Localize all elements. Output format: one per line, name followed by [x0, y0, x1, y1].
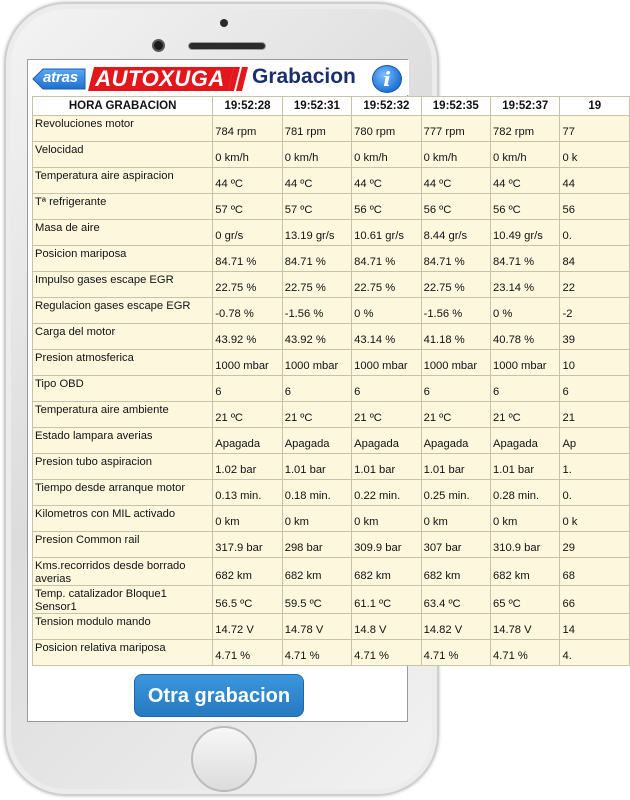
table-cell: 43.92 % — [282, 324, 351, 350]
table-cell: 21 ºC — [352, 402, 421, 428]
page-title: Grabacion — [252, 65, 356, 88]
table-cell: 44 ºC — [421, 168, 490, 194]
parameter-label: Impulso gases escape EGR — [33, 272, 213, 298]
table-cell: 0 km — [282, 506, 351, 532]
table-cell: 6 — [560, 376, 630, 402]
parameter-label: Presion atmosferica — [33, 350, 213, 376]
table-cell: 65 ºC — [491, 586, 560, 614]
table-cell: 682 km — [491, 558, 560, 586]
table-cell: 0 km — [352, 506, 421, 532]
table-cell: 84.71 % — [282, 246, 351, 272]
table-cell: 780 rpm — [352, 116, 421, 142]
table-cell: 4.71 % — [491, 640, 560, 666]
table-cell: 44 ºC — [213, 168, 282, 194]
table-cell: 14.8 V — [352, 614, 421, 640]
table-cell: 84.71 % — [213, 246, 282, 272]
table-cell: 6 — [213, 376, 282, 402]
parameter-label: Temperatura aire ambiente — [33, 402, 213, 428]
table-cell: 84 — [560, 246, 630, 272]
table-cell: 782 rpm — [491, 116, 560, 142]
table-cell: 40.78 % — [491, 324, 560, 350]
table-cell: 6 — [282, 376, 351, 402]
parameter-label: Masa de aire — [33, 220, 213, 246]
parameter-label: Tipo OBD — [33, 376, 213, 402]
table-cell: 1000 mbar — [213, 350, 282, 376]
other-recording-button[interactable]: Otra grabacion — [134, 674, 304, 717]
table-cell: 43.92 % — [213, 324, 282, 350]
table-cell: 0 km — [213, 506, 282, 532]
table-cell: 0 gr/s — [213, 220, 282, 246]
back-button[interactable] — [33, 68, 85, 90]
parameter-label: Tension modulo mando — [33, 614, 213, 640]
table-cell: 22.75 % — [282, 272, 351, 298]
table-cell: 44 ºC — [352, 168, 421, 194]
table-cell: 10.61 gr/s — [352, 220, 421, 246]
table-cell: 56 — [560, 194, 630, 220]
table-row — [33, 532, 630, 558]
table-cell: 0 % — [491, 298, 560, 324]
table-cell: 0.18 min. — [282, 480, 351, 506]
table-cell: 14 — [560, 614, 630, 640]
table-header-row — [33, 97, 630, 116]
table-cell: 0 km/h — [352, 142, 421, 168]
table-cell: 63.4 ºC — [421, 586, 490, 614]
table-cell: 682 km — [421, 558, 490, 586]
table-cell: 66 — [560, 586, 630, 614]
table-row — [33, 480, 630, 506]
table-cell: 84.71 % — [421, 246, 490, 272]
earpiece-speaker — [188, 42, 266, 50]
table-cell: 59.5 ºC — [282, 586, 351, 614]
table-row — [33, 220, 630, 246]
table-cell: 22.75 % — [352, 272, 421, 298]
table-cell: 6 — [421, 376, 490, 402]
time-header: 19:52:37 — [491, 97, 560, 116]
table-cell: 22.75 % — [421, 272, 490, 298]
table-cell: 84.71 % — [491, 246, 560, 272]
table-cell: 0 km/h — [491, 142, 560, 168]
table-row — [33, 194, 630, 220]
parameter-label: Carga del motor — [33, 324, 213, 350]
table-cell: 22.75 % — [213, 272, 282, 298]
table-cell: 4.71 % — [213, 640, 282, 666]
table-cell: 0 km — [491, 506, 560, 532]
table-cell: 22 — [560, 272, 630, 298]
table-row — [33, 506, 630, 532]
parameter-label: Posicion relativa mariposa — [33, 640, 213, 666]
table-cell: 56.5 ºC — [213, 586, 282, 614]
parameter-label: Estado lampara averias — [33, 428, 213, 454]
back-label: atras — [43, 69, 78, 86]
table-cell: 1000 mbar — [282, 350, 351, 376]
table-cell: 10.49 gr/s — [491, 220, 560, 246]
parameter-label: Presion Common rail — [33, 532, 213, 558]
table-cell: 44 ºC — [282, 168, 351, 194]
top-bar — [28, 60, 409, 95]
table-cell: 317.9 bar — [213, 532, 282, 558]
table-cell: 0 km — [421, 506, 490, 532]
table-cell: Apagada — [352, 428, 421, 454]
table-cell: 0.13 min. — [213, 480, 282, 506]
logo-text: AUTOXUGA — [95, 66, 225, 91]
table-cell: 0.22 min. — [352, 480, 421, 506]
table-row — [33, 298, 630, 324]
table-cell: 56 ºC — [421, 194, 490, 220]
table-cell: 1.01 bar — [421, 454, 490, 480]
table-cell: 4.71 % — [352, 640, 421, 666]
table-cell: 0 km/h — [213, 142, 282, 168]
table-cell: 21 — [560, 402, 630, 428]
parameter-label: Kms.recorridos desde borrado averias — [33, 558, 213, 586]
table-cell: 1000 mbar — [352, 350, 421, 376]
table-cell: 682 km — [213, 558, 282, 586]
header-label: HORA GRABACION — [33, 97, 213, 116]
table-cell: -1.56 % — [282, 298, 351, 324]
table-cell: 4.71 % — [282, 640, 351, 666]
table-cell: 4.71 % — [421, 640, 490, 666]
time-header: 19:52:35 — [421, 97, 490, 116]
parameter-label: Tª refrigerante — [33, 194, 213, 220]
parameter-label: Velocidad — [33, 142, 213, 168]
table-cell: 1. — [560, 454, 630, 480]
table-cell: 4. — [560, 640, 630, 666]
table-row — [33, 614, 630, 640]
table-cell: 39 — [560, 324, 630, 350]
table-cell: 68 — [560, 558, 630, 586]
table-cell: 14.82 V — [421, 614, 490, 640]
table-cell: Apagada — [421, 428, 490, 454]
table-cell: 0.25 min. — [421, 480, 490, 506]
table-cell: 21 ºC — [213, 402, 282, 428]
parameter-label: Regulacion gases escape EGR — [33, 298, 213, 324]
home-button[interactable] — [191, 726, 257, 792]
table-cell: 14.78 V — [282, 614, 351, 640]
table-row — [33, 272, 630, 298]
parameter-label: Revoluciones motor — [33, 116, 213, 142]
table-row — [33, 142, 630, 168]
recording-table — [32, 96, 630, 666]
table-cell: 29 — [560, 532, 630, 558]
parameter-label: Temperatura aire aspiracion — [33, 168, 213, 194]
autoxuga-logo — [88, 67, 248, 91]
table-cell: 77 — [560, 116, 630, 142]
recording-table-container[interactable] — [32, 96, 602, 670]
table-cell: 44 ºC — [491, 168, 560, 194]
parameter-label: Presion tubo aspiracion — [33, 454, 213, 480]
table-cell: 84.71 % — [352, 246, 421, 272]
table-cell: 0.28 min. — [491, 480, 560, 506]
table-cell: 682 km — [352, 558, 421, 586]
table-cell: 21 ºC — [491, 402, 560, 428]
table-cell: Apagada — [213, 428, 282, 454]
table-cell: 1.02 bar — [213, 454, 282, 480]
table-cell: -1.56 % — [421, 298, 490, 324]
table-cell: 682 km — [282, 558, 351, 586]
table-cell: -0.78 % — [213, 298, 282, 324]
table-cell: 57 ºC — [282, 194, 351, 220]
table-cell: 0 km/h — [282, 142, 351, 168]
table-cell: 21 ºC — [421, 402, 490, 428]
table-cell: 298 bar — [282, 532, 351, 558]
table-cell: 307 bar — [421, 532, 490, 558]
time-header: 19:52:28 — [213, 97, 282, 116]
table-cell: 61.1 ºC — [352, 586, 421, 614]
table-cell: 44 — [560, 168, 630, 194]
table-cell: 0 k — [560, 142, 630, 168]
table-row — [33, 402, 630, 428]
app-screen — [27, 59, 602, 722]
table-cell: 1000 mbar — [421, 350, 490, 376]
table-cell: 10 — [560, 350, 630, 376]
time-header: 19:52:31 — [282, 97, 351, 116]
table-row — [33, 168, 630, 194]
table-cell: 1000 mbar — [491, 350, 560, 376]
table-row — [33, 454, 630, 480]
time-header: 19:52:32 — [352, 97, 421, 116]
table-cell: 56 ºC — [352, 194, 421, 220]
parameter-label: Tiempo desde arranque motor — [33, 480, 213, 506]
table-cell: 57 ºC — [213, 194, 282, 220]
table-cell: 56 ºC — [491, 194, 560, 220]
table-row — [33, 324, 630, 350]
table-row — [33, 350, 630, 376]
front-camera — [152, 39, 165, 52]
table-cell: 14.72 V — [213, 614, 282, 640]
table-row — [33, 640, 630, 666]
table-cell: 41.18 % — [421, 324, 490, 350]
table-cell: 43.14 % — [352, 324, 421, 350]
table-cell: 8.44 gr/s — [421, 220, 490, 246]
table-row — [33, 116, 630, 142]
table-cell: 1.01 bar — [491, 454, 560, 480]
table-cell: Apagada — [491, 428, 560, 454]
table-cell: 0 km/h — [421, 142, 490, 168]
parameter-label: Temp. catalizador Bloque1 Sensor1 — [33, 586, 213, 614]
table-cell: 310.9 bar — [491, 532, 560, 558]
parameter-label: Posicion mariposa — [33, 246, 213, 272]
table-cell: Apagada — [282, 428, 351, 454]
table-cell: 14.78 V — [491, 614, 560, 640]
table-row — [33, 586, 630, 614]
table-cell: 0 % — [352, 298, 421, 324]
table-cell: 1.01 bar — [282, 454, 351, 480]
table-row — [33, 246, 630, 272]
table-row — [33, 376, 630, 402]
table-cell: 23.14 % — [491, 272, 560, 298]
table-cell: 6 — [491, 376, 560, 402]
table-cell: -2 — [560, 298, 630, 324]
table-cell: 309.9 bar — [352, 532, 421, 558]
table-cell: 781 rpm — [282, 116, 351, 142]
table-cell: 13.19 gr/s — [282, 220, 351, 246]
table-cell: 21 ºC — [282, 402, 351, 428]
table-cell: Ap — [560, 428, 630, 454]
table-cell: 6 — [352, 376, 421, 402]
table-cell: 0. — [560, 480, 630, 506]
table-row — [33, 558, 630, 586]
table-cell: 784 rpm — [213, 116, 282, 142]
table-row — [33, 428, 630, 454]
parameter-label: Kilometros con MIL activado — [33, 506, 213, 532]
table-cell: 0. — [560, 220, 630, 246]
table-cell: 1.01 bar — [352, 454, 421, 480]
sensor-dot — [220, 19, 228, 27]
info-icon[interactable]: i — [372, 65, 402, 93]
time-header: 19 — [560, 97, 630, 116]
table-cell: 777 rpm — [421, 116, 490, 142]
table-cell: 0 k — [560, 506, 630, 532]
